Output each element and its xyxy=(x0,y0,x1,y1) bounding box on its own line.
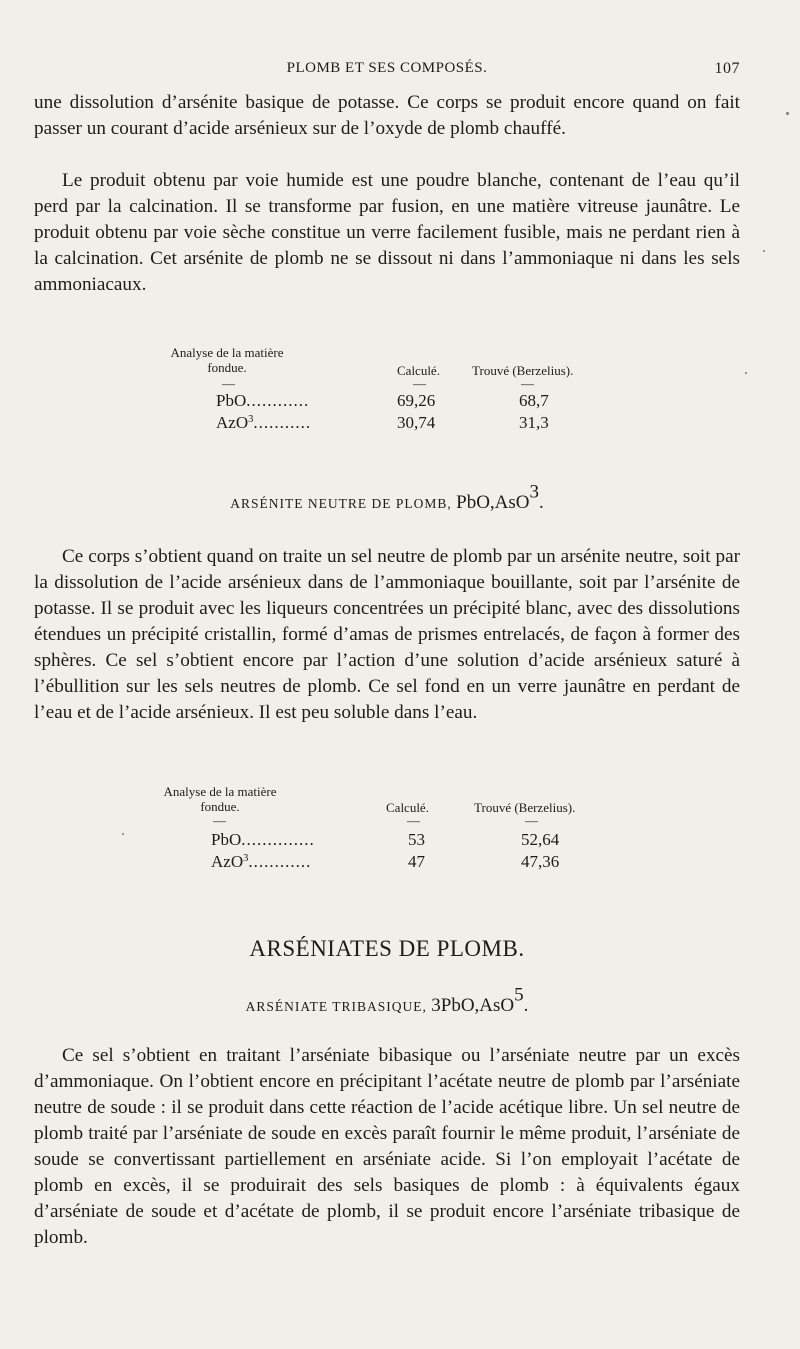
caption-line: Analyse de la matière xyxy=(163,784,277,799)
heading-arseniate-tribasique xyxy=(34,984,740,1017)
value-trouve: 47,36 xyxy=(521,852,560,871)
compound-label: PbO xyxy=(211,830,242,849)
caption-line: fondue. xyxy=(207,360,247,375)
column-header-calcule: Calculé. xyxy=(386,800,429,815)
value-trouve: 31,3 xyxy=(519,413,549,432)
caption-line: Analyse de la matière xyxy=(170,345,284,360)
dash-separator: — xyxy=(521,376,534,391)
heading-text: ARSÉNIATE TRIBASIQUE, xyxy=(245,999,432,1014)
running-header xyxy=(34,58,740,82)
table-row xyxy=(211,852,311,872)
column-header-trouve: Trouvé (Berzelius). xyxy=(472,363,574,378)
heading-formula: PbO,AsO xyxy=(456,492,530,513)
value-trouve: 68,7 xyxy=(519,391,549,410)
dash-separator: — xyxy=(407,813,420,828)
leader-dots: .............. xyxy=(241,830,315,849)
paragraph-arseniate-tribasique: Ce sel s’obtient en traitant l’arséniate bibasique ou l’arséniate neutre par un excès d’ammoniaque. On l’obtient encore en précipitant l’acétate neutre de plomb par l’arséniate neutre de soude : il se produit dans cette réaction de l’acide acétique libre. Un sel neutre de plomb traité par l’arséniate de soude en excès paraît fournir le même produit, l’arséniate de soude se convertissant partiellement en arséniate acide. Si l’on employait l’acétate de plomb en excès, il se produirait des sels basiques de plomb : à équivalents égaux d’arséniate de soude et d’acétate de plomb, il se produit encore l’arséniate tribasique de plomb. xyxy=(34,1045,740,1248)
caption-line: fondue. xyxy=(200,799,240,814)
value-trouve: 52,64 xyxy=(521,830,560,849)
heading-formula-superscript: 5 xyxy=(514,984,524,1006)
running-title: PLOMB ET SES COMPOSÉS. xyxy=(286,60,488,76)
heading-end: . xyxy=(523,995,529,1016)
column-header-trouve: Trouvé (Berzelius). xyxy=(474,800,576,815)
heading-text: ARSÉNITE NEUTRE DE PLOMB, xyxy=(230,496,457,511)
paper-speck xyxy=(745,372,747,374)
dash-separator: — xyxy=(222,376,235,391)
compound-label: AzO xyxy=(216,413,249,432)
value-calcule: 69,26 xyxy=(397,391,436,410)
page-number: 107 xyxy=(714,60,740,77)
paper-speck xyxy=(763,250,765,252)
paragraph-wet-product: Le produit obtenu par voie humide est une poudre blanche, contenant de l’eau qu’il perd par la calcination. Il se transforme par fusion, en une matière vitreuse jaunâtre. Le produit obtenu par voie sèche constitue un verre facilement fusible, mais ne perdant rien à la calcination. Cet arsénite de plomb ne se dissout ni dans l’ammoniaque ni dans les sels ammoniacaux. xyxy=(34,170,740,295)
heading-arsenite-neutre xyxy=(34,481,740,514)
table-caption xyxy=(158,784,282,814)
compound-label: AzO xyxy=(211,852,244,871)
heading-formula: 3PbO,AsO xyxy=(431,995,515,1016)
heading-formula-superscript: 3 xyxy=(529,481,539,503)
section-title xyxy=(34,936,740,962)
heading-end: . xyxy=(539,492,544,513)
table-caption xyxy=(165,345,289,375)
leader-dots: ........... xyxy=(253,413,312,432)
compound-superscript: 3 xyxy=(248,414,254,426)
dash-separator: — xyxy=(525,813,538,828)
value-calcule: 47 xyxy=(408,852,425,871)
paragraph-arsenite-neutre: Ce corps s’obtient quand on traite un sel neutre de plomb par un arsénite neutre, soit par la dissolution de l’acide arsénieux dans de l’ammoniaque bouillante, soit par l’arsénite de potasse. Il se produit avec les liqueurs concentrées un précipité blanc, avec des dissolutions étendues un précipité cristallin, formé d’amas de prismes entrelacés, de façon à former des sphères. Ce sel s’obtient encore par l’action d’une solution d’acide arsénieux saturé à l’ébullition sur les sels neutres de plomb. Ce sel fond en un verre jaunâtre en perdant de l’eau et de l’acide arsénieux. Il est peu soluble dans l’eau. xyxy=(34,546,740,723)
leader-dots: ............ xyxy=(246,391,310,410)
section-title-text: ARSÉNIATES DE PLOMB. xyxy=(249,936,525,961)
compound-label: PbO xyxy=(216,391,247,410)
paper-speck xyxy=(786,112,789,115)
table-row xyxy=(216,391,309,411)
paragraph-continuation: une dissolution d’arsénite basique de potasse. Ce corps se produit encore quand on fait passer un courant d’acide arsénieux sur de l’oxyde de plomb chauffé. xyxy=(34,92,740,139)
leader-dots: ............ xyxy=(248,852,312,871)
column-header-calcule: Calculé. xyxy=(397,363,440,378)
value-calcule: 30,74 xyxy=(397,413,436,432)
dash-separator: — xyxy=(413,376,426,391)
compound-superscript: 3 xyxy=(243,853,249,865)
paper-speck xyxy=(122,833,124,835)
dash-separator: — xyxy=(213,813,226,828)
table-row xyxy=(216,413,311,433)
value-calcule: 53 xyxy=(408,830,425,849)
table-row xyxy=(211,830,315,850)
